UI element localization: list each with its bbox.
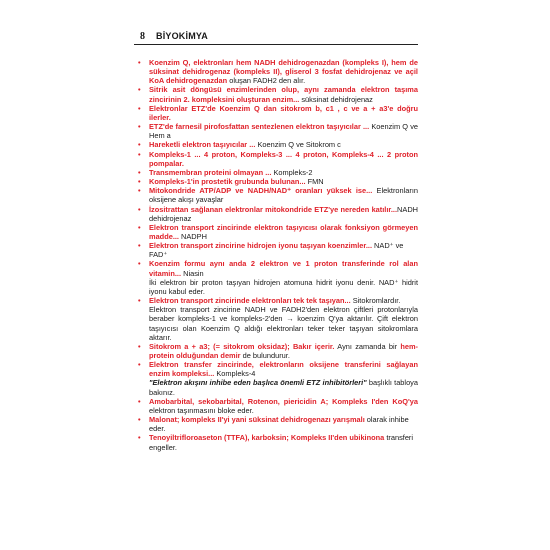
bullet-list [136, 58, 418, 452]
bullet-icon: • [138, 58, 141, 67]
bullet-icon: • [138, 204, 141, 214]
item-answer: NADH dehidrojenaz [149, 204, 418, 223]
item-emphasis: Kompleks-1 ... 4 proton, Kompleks-3 ... 4 proton, Kompleks-4 ... 2 proton pompalar. [149, 149, 418, 168]
item-emphasis: Elektron transport zincirine hidrojen iyonu taşıyan koenzimler... [149, 241, 372, 251]
item-note [149, 378, 418, 396]
chapter-title: BİYOKİMYA [156, 31, 208, 41]
list-item [136, 140, 418, 149]
bullet-icon: • [138, 177, 141, 187]
item-emphasis: Sitokrom a + a3; (= sitokrom oksidaz); Bakır içerir. [149, 341, 335, 351]
bullet-icon: • [138, 360, 141, 370]
item-emphasis: Hareketli elektron taşıyıcılar ... [149, 140, 256, 150]
item-answer: Kompleks-2 [271, 167, 313, 177]
item-answer: Sitokromlardır. [350, 296, 401, 306]
item-answer: Koenzim Q ve Hem a [149, 122, 419, 141]
list-item [136, 122, 418, 140]
list-item [136, 241, 418, 259]
bullet-icon: • [138, 149, 141, 159]
item-emphasis-2: hem-protein olduğundan demir [149, 341, 418, 360]
item-emphasis: Malonat; kompleks II'yi yani süksinat dehidrogenazı yarışmalı [149, 415, 365, 425]
item-answer: oluşan FADH2 den alır. [227, 76, 306, 86]
bullet-icon: • [138, 186, 141, 196]
list-item [136, 342, 418, 360]
item-answer-2: de bulundurur. [240, 351, 290, 360]
list-item [136, 360, 418, 397]
bullet-icon: • [138, 167, 141, 177]
list-item [136, 150, 418, 168]
item-answer: NAD⁺ ve FAD⁺ [149, 241, 404, 260]
table-reference: "Elektron akışını inhibe eden başlıca önemli ETZ inhibitörleri" [149, 378, 367, 388]
item-answer: NADPH [178, 231, 207, 241]
list-item [136, 415, 418, 433]
bullet-icon: • [138, 415, 141, 425]
list-item [136, 58, 418, 85]
item-answer: elektron taşınmasını bloke eder. [149, 405, 254, 415]
item-answer: Elektronların oksijene akışı yavaşlar [149, 186, 418, 205]
item-emphasis: Sitrik asit döngüsü enzimlerinden olup, aynı zamanda elektron taşıma zincirinin 2. kompleksini oluşturan enzim... [149, 85, 418, 104]
item-emphasis: Koenzim formu aynı anda 2 elektron ve 1 proton transferinde rol alan vitamin... [149, 259, 418, 278]
item-emphasis: Kompleks-1'in prostetik grubunda bulunan... [149, 177, 306, 187]
bullet-icon: • [138, 341, 141, 351]
item-answer: Koenzim Q ve Sitokrom c [255, 140, 341, 150]
item-answer: olarak inhibe eder. [149, 415, 409, 434]
page-number: 8 [140, 31, 145, 42]
bullet-icon: • [138, 259, 141, 269]
item-emphasis: İzositrattan sağlanan elektronlar mitokondride ETZ'ye nereden katılır... [149, 204, 398, 214]
table-reference-suffix: başlıklı tabloya bakınız. [149, 378, 418, 397]
item-emphasis: Tenoyiltrifloroaseton (TTFA), karboksin; Kompleks II'den ubikinona [149, 433, 385, 443]
item-emphasis: Elektron transport zincirinde elektronları tek tek taşıyan... [149, 296, 351, 306]
item-answer: süksinat dehidrojenaz [299, 94, 373, 104]
bullet-icon: • [138, 241, 141, 251]
list-item [136, 433, 418, 451]
bullet-icon: • [138, 296, 141, 306]
bullet-icon: • [138, 140, 141, 150]
list-item [136, 177, 418, 186]
list-item [136, 259, 418, 296]
page-header [134, 30, 418, 45]
item-note: Elektron transport zincirine NADH ve FADH2'den elektron çiftleri protonlarıyla beraber kompleks-1 ve kompleks-2'den → koenzim Q'ya aktarılır. Çift elektron taşıyıcısı olan Koenzim Q aldığı elektronları teker teker taşıyan sitokromlara aktarır. [149, 305, 418, 342]
list-item [136, 186, 418, 204]
list-item [136, 85, 418, 103]
item-note: İki elektron bir proton taşıyan hidrojen atomuna hidrit iyonu denir. NAD⁺ hidrit iyonu kabul eder. [149, 277, 418, 296]
item-answer: transferi engeller. [149, 433, 414, 452]
item-answer: Aynı zamanda bir [334, 341, 398, 351]
bullet-icon: • [138, 396, 141, 406]
item-emphasis: Koenzim Q, elektronları hem NADH dehidrogenazdan (kompleks I), hem de süksinat dehidrogenaz (kompleks II), gliserol 3 fosfat dehidrojenaz ve açil KoA dehidrogenazdan [149, 58, 418, 86]
list-item [136, 168, 418, 177]
item-emphasis: Transmembran proteini olmayan ... [149, 167, 272, 177]
item-emphasis: Mitokondride ATP/ADP ve NADH/NAD⁺ oranları yüksek ise... [149, 186, 373, 196]
item-emphasis: Amobarbital, sekobarbital, Rotenon, piericidin A; Kompleks I'den KoQ'ya [149, 396, 418, 406]
bullet-icon: • [138, 122, 141, 132]
bullet-icon: • [138, 433, 141, 443]
list-item [136, 296, 418, 342]
list-item [136, 104, 418, 122]
bullet-icon: • [138, 103, 141, 113]
item-emphasis: Elektron transfer zincirinde, elektronların oksijene transferini sağlayan enzim kompleksi... [149, 360, 418, 379]
item-answer: FMN [305, 177, 324, 187]
item-emphasis: ETZ'de farnesil pirofosfattan sentezlenen elektron taşıyıcılar ... [149, 122, 370, 132]
list-item [136, 205, 418, 223]
bullet-icon: • [138, 222, 141, 232]
item-answer: Niasin [181, 268, 204, 278]
item-emphasis: Elektronlar ETZ'de Koenzim Q dan sitokrom b, c1 , c ve a + a3'e doğru ilerler. [149, 103, 418, 122]
list-item [136, 223, 418, 241]
item-emphasis: Elektron transport zincirinde elektron taşıyıcısı olarak fonksiyon görmeyen madde... [149, 222, 418, 241]
bullet-icon: • [138, 85, 141, 95]
list-item [136, 397, 418, 415]
item-answer: Kompleks-4 [214, 369, 256, 379]
